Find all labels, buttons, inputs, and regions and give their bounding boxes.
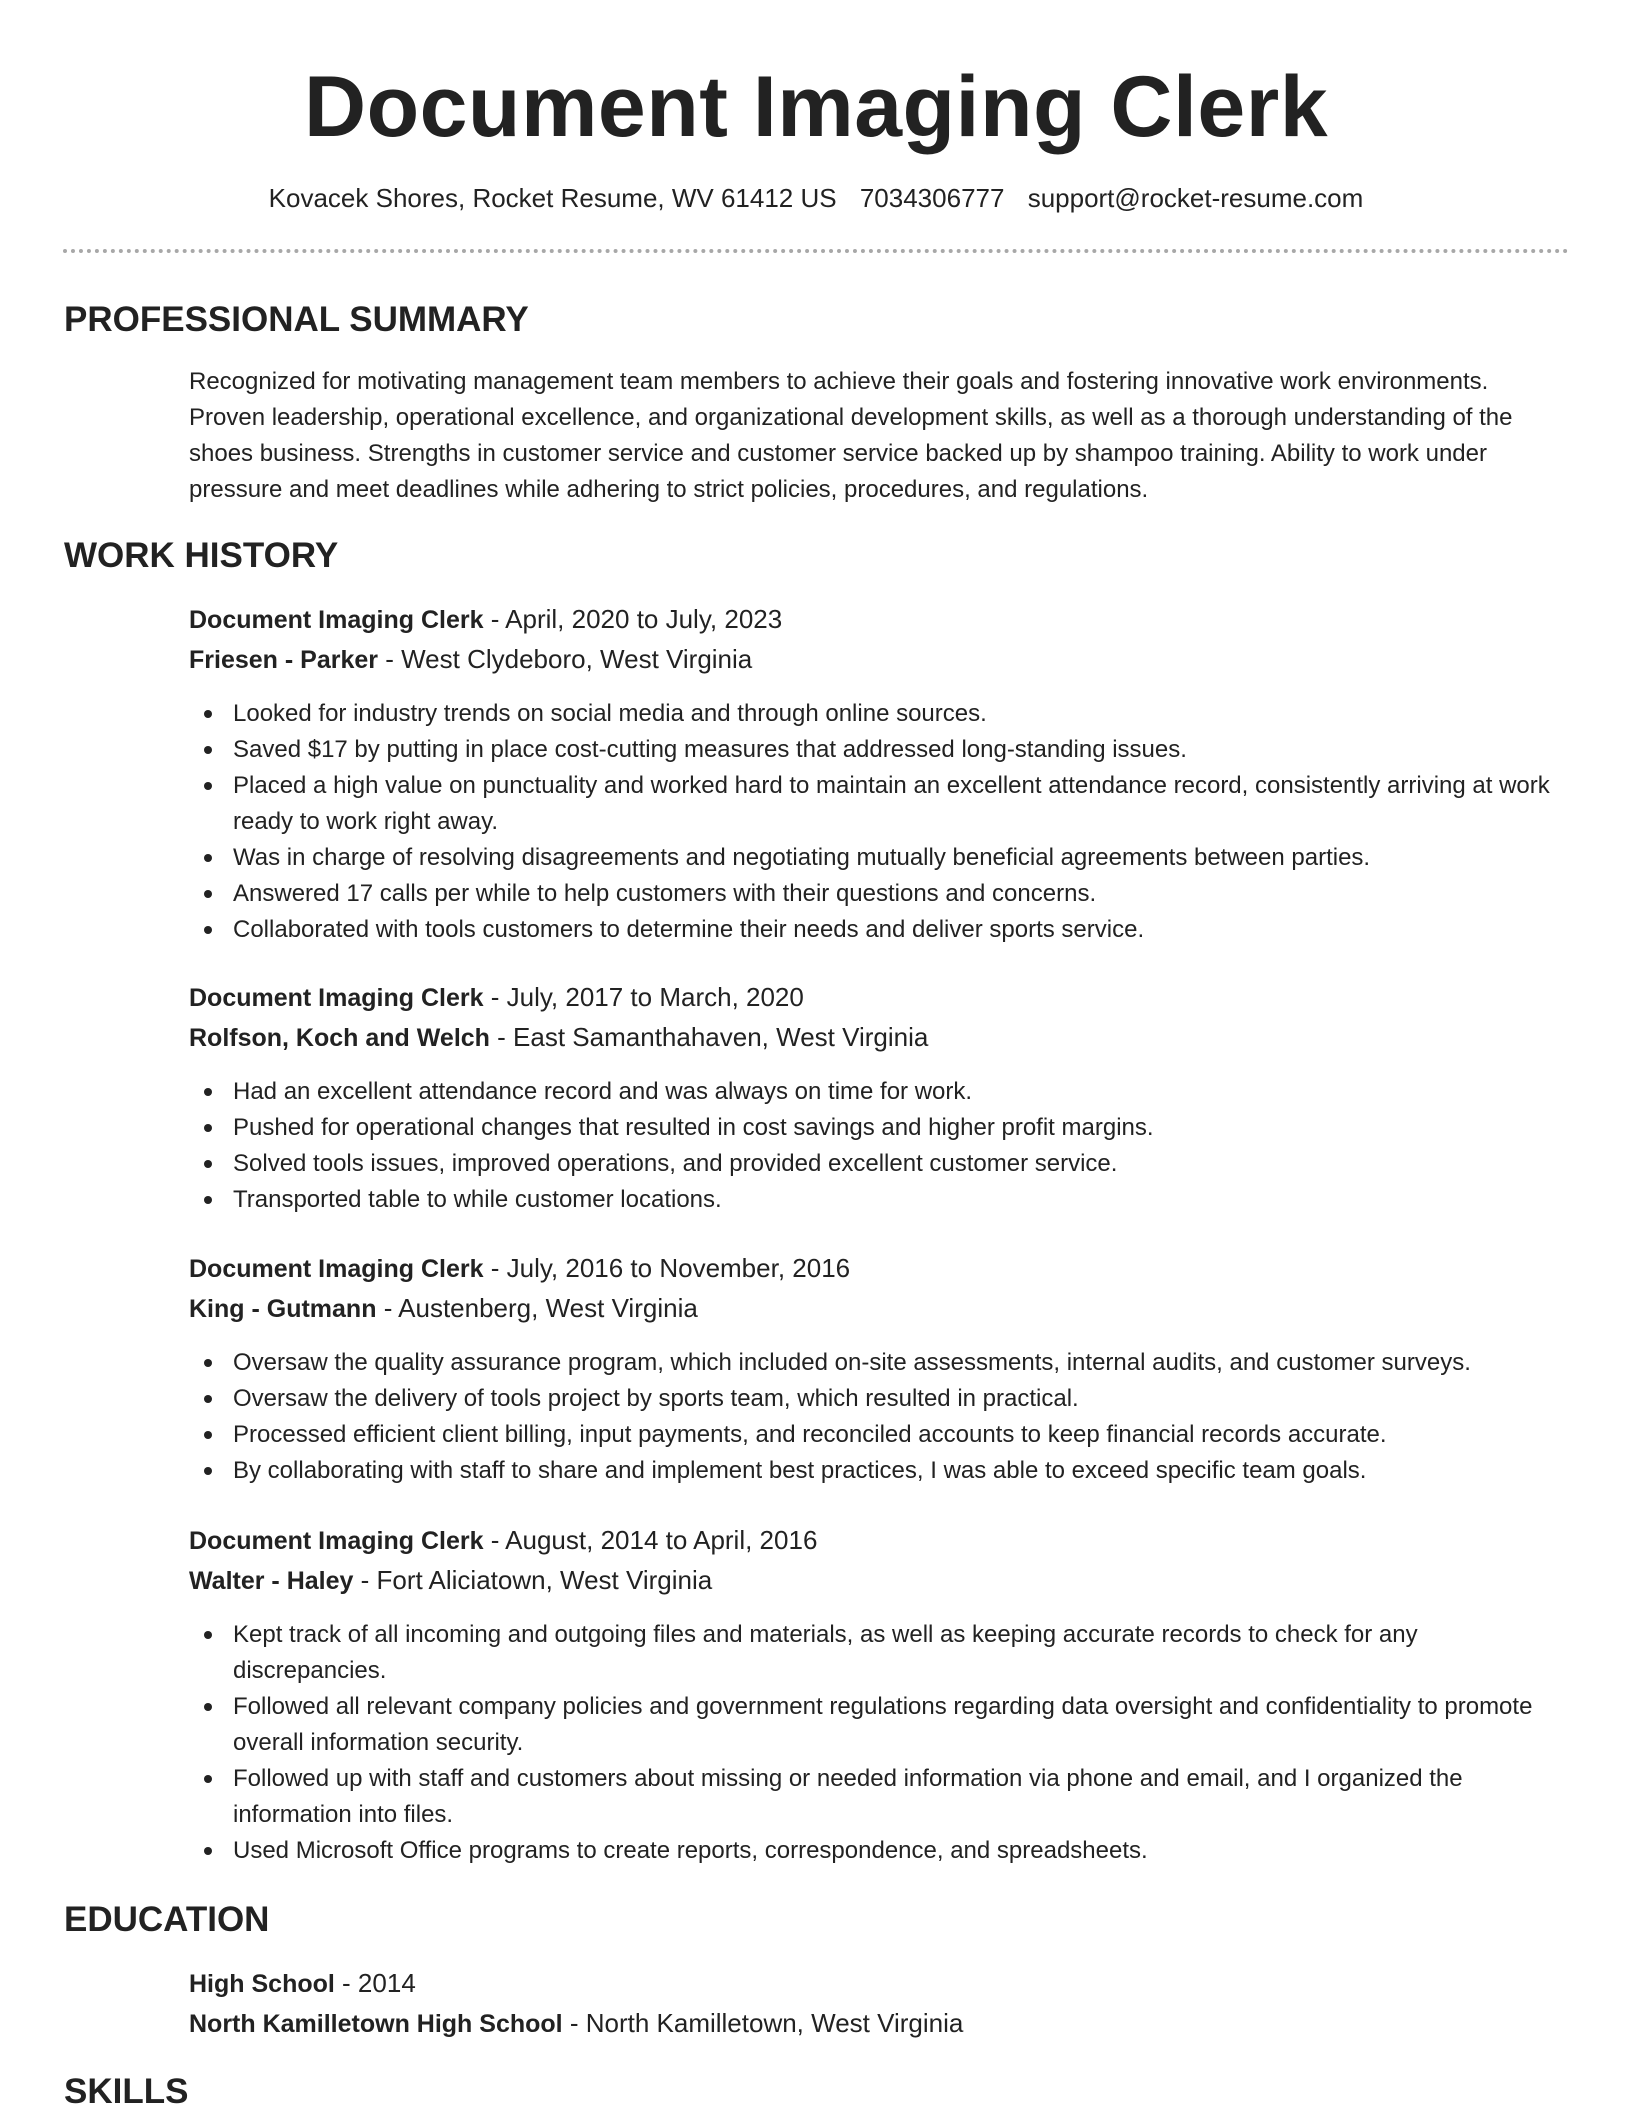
header-divider [63,249,1569,253]
job-company-line [189,1018,1569,1058]
job-title-line [189,600,1569,640]
education-entry [189,1964,1569,2044]
list-item: Transported table to while customer locations. [189,1182,1569,1218]
list-item: Saved $17 by putting in place cost-cutting measures that addressed long-standing issues. [189,732,1569,768]
job-title-line [189,1521,1569,1561]
job-company: Rolfson, Koch and Welch [189,1024,490,1052]
summary-text: Recognized for motivating management team members to achieve their goals and fostering innovative work environments. Proven leadership, operational excellence, and organizational development skills, as well as a thorough understanding of the shoes business. Strengths in customer service and customer service backed up by shampoo training. Ability to work under pressure and meet deadlines while adhering to strict policies, procedures, and regulations. [189,368,1513,503]
job-bullets [189,1345,1569,1489]
list-item: Placed a high value on punctuality and worked hard to maintain an excellent attendance record, consistently arriving at work ready to work right away. [189,768,1569,840]
job-role: Document Imaging Clerk [189,1255,484,1283]
job-entry [189,600,1569,948]
education-year: - 2014 [334,1968,416,1998]
job-location: - Austenberg, West Virginia [376,1293,698,1323]
list-item: Looked for industry trends on social media and through online sources. [189,696,1569,732]
job-bullets [189,696,1569,948]
section-title-skills: SKILLS [64,2072,189,2111]
education-school-line [189,2004,1569,2044]
contact-address: Kovacek Shores, Rocket Resume, WV 61412 US [268,183,837,213]
job-location: - East Samanthahaven, West Virginia [489,1022,929,1052]
resume-name: Document Imaging Clerk [303,59,1329,155]
job-dates: - July, 2016 to November, 2016 [483,1253,851,1283]
list-item: Answered 17 calls per while to help customers with their questions and concerns. [189,876,1569,912]
job-location: - Fort Aliciatown, West Virginia [353,1565,713,1595]
list-item: Solved tools issues, improved operations, and provided excellent customer service. [189,1146,1569,1182]
job-dates: - August, 2014 to April, 2016 [483,1525,818,1555]
list-item: Followed up with staff and customers about missing or needed information via phone and email, and I organized the information into files. [189,1761,1569,1833]
job-company: King - Gutmann [189,1295,377,1323]
list-item: Pushed for operational changes that resulted in cost savings and higher profit margins. [189,1110,1569,1146]
job-dates: - July, 2017 to March, 2020 [483,982,804,1012]
contact-phone: 7034306777 [859,183,1005,213]
job-company-line [189,1289,1569,1329]
section-title-work-history: WORK HISTORY [64,536,339,575]
job-entry [189,978,1569,1218]
job-role: Document Imaging Clerk [189,1527,484,1555]
list-item: By collaborating with staff to share and implement best practices, I was able to exceed specific team goals. [189,1453,1569,1489]
education-school: North Kamilletown High School [189,2010,563,2038]
list-item: Processed efficient client billing, input payments, and reconciled accounts to keep financial records accurate. [189,1417,1569,1453]
education-degree: High School [189,1970,335,1998]
section-title-education: EDUCATION [64,1900,270,1939]
list-item: Was in charge of resolving disagreements and negotiating mutually beneficial agreements between parties. [189,840,1569,876]
list-item: Collaborated with tools customers to determine their needs and deliver sports service. [189,912,1569,948]
job-location: - West Clydeboro, West Virginia [378,644,753,674]
job-role: Document Imaging Clerk [189,606,484,634]
job-bullets [189,1074,1569,1218]
job-title-line [189,978,1569,1018]
list-item: Kept track of all incoming and outgoing files and materials, as well as keeping accurate records to check for any discrepancies. [189,1617,1569,1689]
section-title-summary: PROFESSIONAL SUMMARY [64,300,529,339]
job-company: Walter - Haley [189,1567,354,1595]
job-dates: - April, 2020 to July, 2023 [483,604,783,634]
list-item: Oversaw the delivery of tools project by sports team, which resulted in practical. [189,1381,1569,1417]
job-title-line [189,1249,1569,1289]
job-company: Friesen - Parker [189,646,378,674]
education-location: - North Kamilletown, West Virginia [562,2008,964,2038]
job-role: Document Imaging Clerk [189,984,484,1012]
job-entry [189,1249,1569,1489]
job-company-line [189,640,1569,680]
contact-email: support@rocket-resume.com [1027,183,1364,213]
list-item: Had an excellent attendance record and was always on time for work. [189,1074,1569,1110]
job-company-line [189,1561,1569,1601]
job-bullets [189,1617,1569,1869]
list-item: Followed all relevant company policies and government regulations regarding data oversight and confidentiality to promote overall information security. [189,1689,1569,1761]
list-item: Oversaw the quality assurance program, which included on-site assessments, internal audits, and customer surveys. [189,1345,1569,1381]
education-degree-line [189,1964,1569,2004]
contact-line [0,180,1632,216]
job-entry [189,1521,1569,1869]
list-item: Used Microsoft Office programs to create reports, correspondence, and spreadsheets. [189,1833,1569,1869]
